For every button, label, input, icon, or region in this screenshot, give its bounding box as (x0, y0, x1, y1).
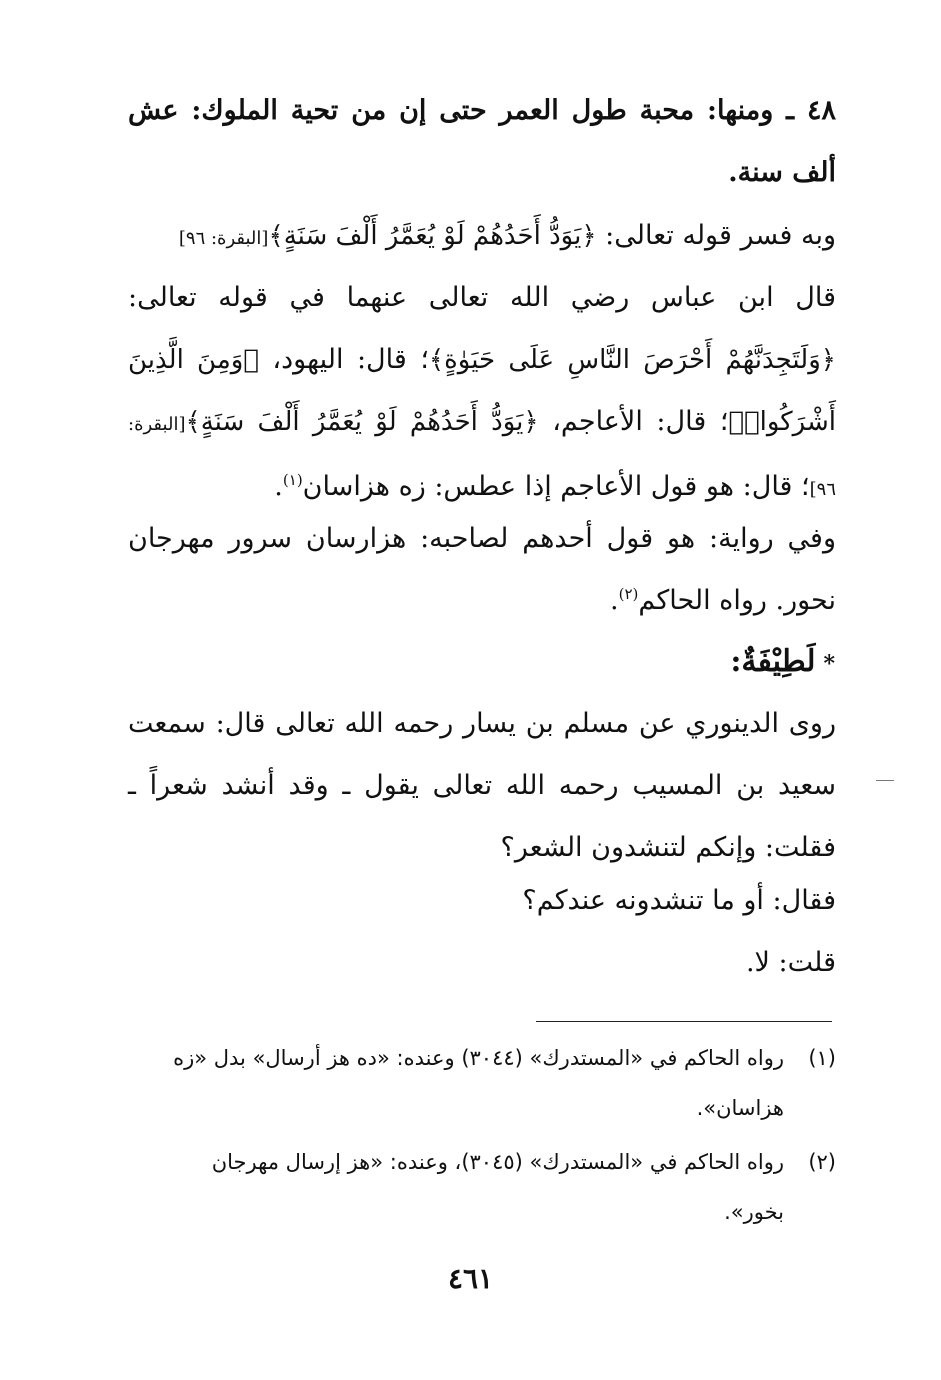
footnote-2-line-2 (128, 1187, 836, 1237)
paragraph-48-text: ٤٨ ـ ومنها: محبة طول العمر حتى إن من تحية الملوك: عش ألف سنة. (128, 95, 836, 188)
section-heading (730, 640, 835, 686)
ibn-abbas-text-2: ؛ قال: اليهود، (258, 344, 429, 375)
dialog-line-2 (128, 932, 876, 994)
paragraph-riwaya (128, 508, 876, 632)
footnote-1-line-2 (128, 1083, 836, 1133)
quran-verse: ﴿وَمِنَ الَّذِينَ أَشْرَكُوا۟﴾ (128, 345, 837, 437)
margin-mark (876, 780, 894, 781)
footnote-text: رواه الحاكم في «المستدرك» (٣٠٤٤) وعنده: «ده هز أرسال» بدل «زه (173, 1046, 784, 1070)
footnote-marker: (٢) (618, 585, 639, 603)
footnote-1-line-1 (128, 1033, 836, 1083)
dialog-line-2-text: قلت: لا. (745, 947, 836, 978)
footnote-2 (128, 1137, 836, 1237)
section-heading-text: لَطِيْفَةٌ: (730, 644, 816, 679)
ibn-abbas-text-5: . (274, 471, 283, 502)
paragraph-tafsir (128, 205, 876, 270)
ibn-abbas-text-4: ؛ قال: هو قول الأعاجم إذا عطس: زه هزاسان (302, 471, 810, 502)
footnote-1 (128, 1033, 836, 1133)
footnote-number: (٢) (808, 1150, 836, 1174)
ibn-abbas-text-1: قال ابن عباس رضي الله تعالى عنهما في قوله تعالى: (128, 282, 836, 313)
footnote-marker: (١) (282, 471, 303, 489)
paragraph-ibn-abbas (128, 267, 876, 521)
footnote-text: هزاسان». (696, 1096, 784, 1120)
footnote-divider (536, 1021, 832, 1022)
quran-verse: ﴿يَوَدُّ أَحَدُهُمْ لَوْ يُعَمَّرُ أَلْفَ سَنَةٍ﴾ (185, 407, 539, 437)
star-bullet: * (823, 651, 835, 677)
verse-reference: [البقرة: ٩٦] (178, 228, 269, 249)
ibn-abbas-text-3: ؛ قال: الأعاجم، (538, 406, 729, 437)
footnote-text: بخور». (724, 1200, 784, 1224)
quran-verse: ﴿وَلَتَجِدَنَّهُمْ أَحْرَصَ النَّاسِ عَلَى حَيَوٰةٍ﴾ (428, 345, 836, 375)
page-number: ٤٦١ (447, 1262, 494, 1295)
paragraph-latifa (128, 693, 876, 879)
riwaya-end: . (610, 585, 619, 616)
footnote-2-line-1 (128, 1137, 836, 1187)
dialog-line-1 (128, 870, 876, 932)
footnote-text: رواه الحاكم في «المستدرك» (٣٠٤٥)، وعنده: «هز إرسال مهرجان (211, 1150, 784, 1174)
paragraph-48 (128, 80, 836, 204)
riwaya-text: وفي رواية: هو قول أحدهم لصاحبه: هزارسان سرور مهرجان نحور. رواه الحاكم (128, 523, 836, 616)
dialog-line-1-text: فقال: أو ما تنشدونه عندكم؟ (522, 885, 836, 916)
footnote-number: (١) (808, 1046, 836, 1070)
latifa-text: روى الدينوري عن مسلم بن يسار رحمه الله تعالى قال: سمعت سعيد بن المسيب رحمه الله تعالى يقول ـ وقد أنشد شعراً ـ فقلت: وإنكم لتنشدون الشعر؟ (128, 708, 836, 863)
verse-reference: [البقرة: ٩٦] (128, 414, 836, 500)
tafsir-prefix: وبه فسر قوله تعالى: (596, 220, 836, 251)
quran-verse: ﴿يَوَدُّ أَحَدُهُمْ لَوْ يُعَمَّرُ أَلْفَ سَنَةٍ﴾ (268, 221, 597, 251)
